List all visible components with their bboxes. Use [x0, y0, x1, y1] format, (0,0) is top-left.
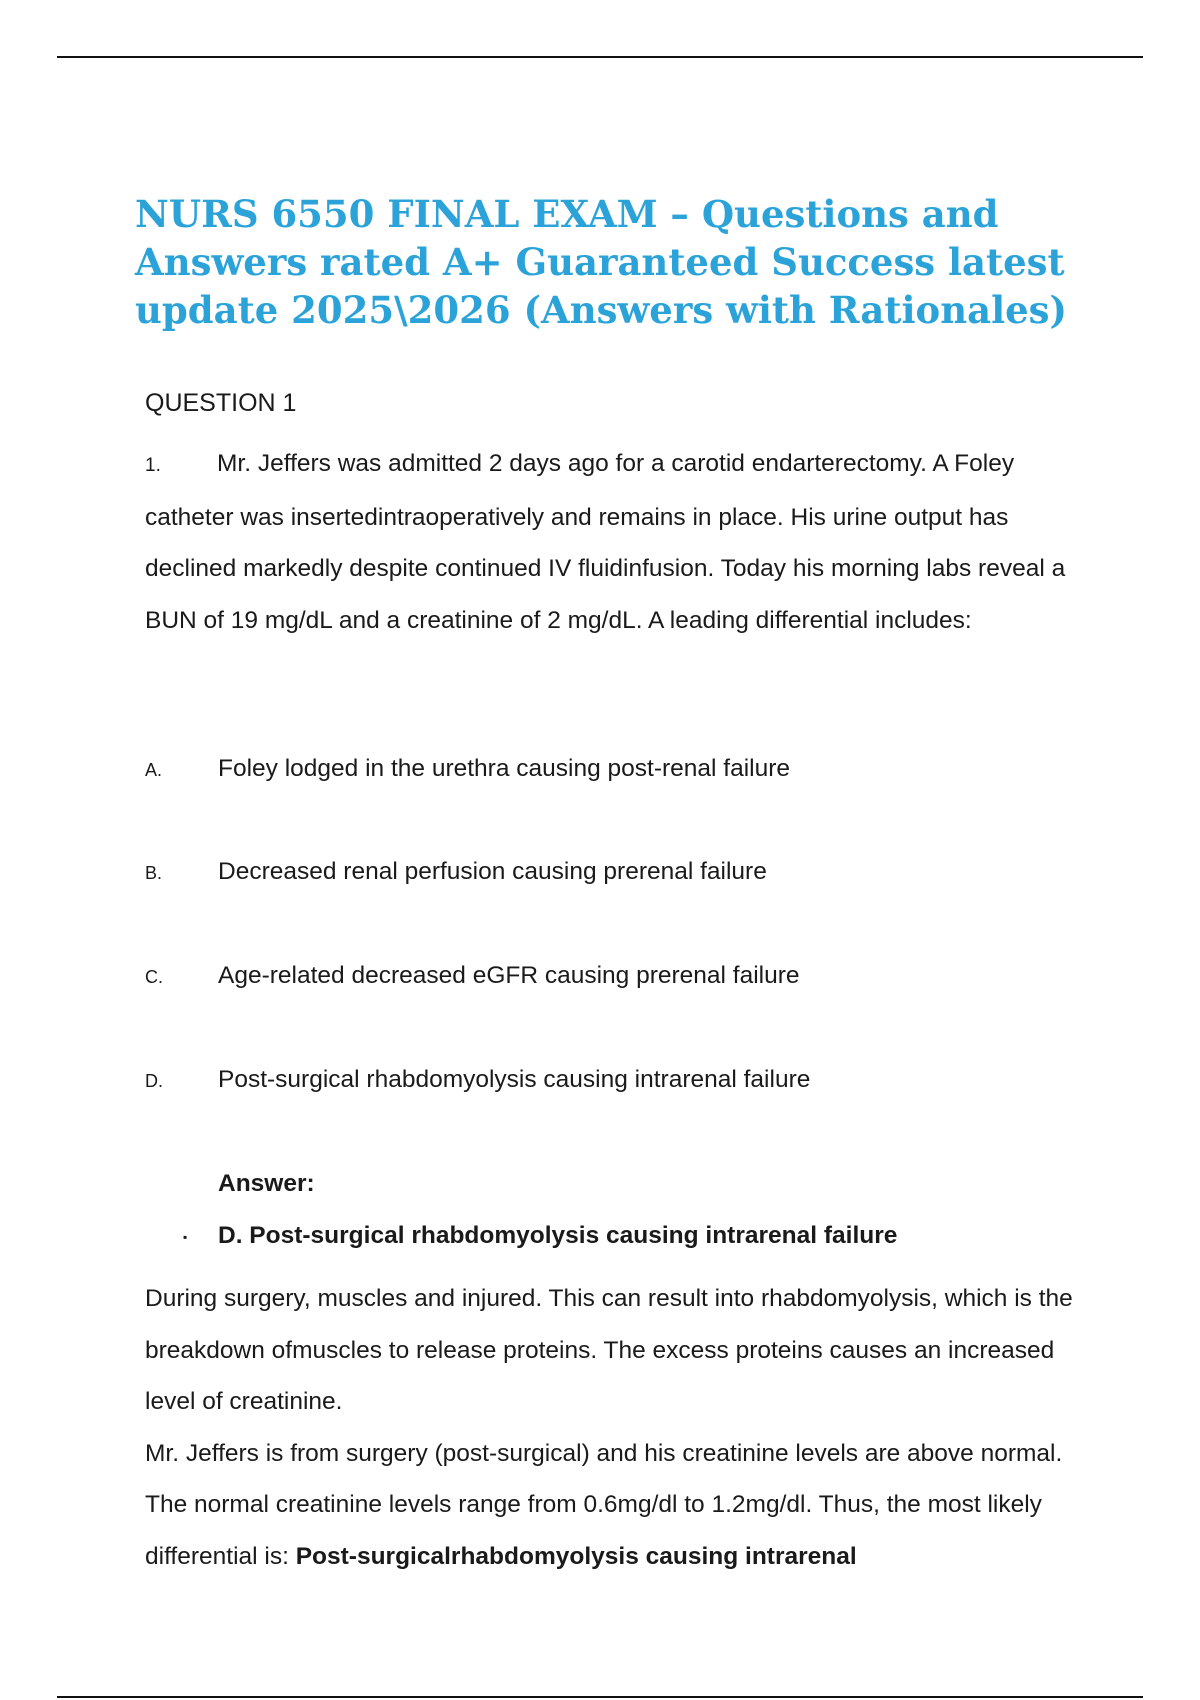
rationale-paragraph-2-text: Mr. Jeffers is from surgery (post-surgical) and his creatinine levels are above normal. The normal creatinine levels range from 0.6mg/dl to 1.2mg/dl. Thus, the most likely differential is: — [145, 1439, 1063, 1570]
answer-label: Answer: — [218, 1170, 315, 1197]
option-c — [145, 961, 800, 992]
option-text: Age-related decreased eGFR causing prerenal failure — [218, 962, 800, 989]
top-rule — [57, 56, 1143, 58]
question-number: 1. — [145, 455, 161, 476]
option-letter: A. — [145, 760, 163, 780]
document-title: NURS 6550 FINAL EXAM – Questions and Answers rated A+ Guaranteed Success latest update 2025\2026 (Answers with Rationales) — [135, 192, 1068, 332]
option-letter: D. — [145, 1071, 163, 1091]
question-stem — [145, 438, 1075, 646]
question-heading: QUESTION 1 — [145, 389, 297, 417]
option-d — [145, 1065, 810, 1096]
option-text: Decreased renal perfusion causing prerenal failure — [218, 858, 767, 885]
option-text: Foley lodged in the urethra causing post-renal failure — [218, 755, 791, 782]
bottom-rule — [57, 1696, 1143, 1698]
answer-choice — [183, 1221, 897, 1252]
bullet-icon: ▪ — [183, 1229, 188, 1244]
rationale — [145, 1273, 1095, 1582]
rationale-paragraph-2-bold: Post-surgicalrhabdomyolysis causing intrarenal — [295, 1542, 857, 1570]
option-a — [145, 754, 790, 785]
option-letter: B. — [145, 863, 163, 883]
option-letter: C. — [145, 967, 163, 987]
answer-choice-text: D. Post-surgical rhabdomyolysis causing intrarenal failure — [218, 1222, 898, 1249]
option-b — [145, 857, 767, 888]
rationale-paragraph-1: During surgery, muscles and injured. This can result into rhabdomyolysis, which is the breakdown ofmuscles to release proteins. The excess proteins causes an increased level of creatinine. — [145, 1285, 1073, 1415]
rationale-paragraph-2 — [145, 1428, 1095, 1583]
option-text: Post-surgical rhabdomyolysis causing intrarenal failure — [218, 1066, 811, 1093]
question-stem-text: Mr. Jeffers was admitted 2 days ago for a carotid endarterectomy. A Foley catheter was insertedintraoperatively and remains in place. His urine output has declined markedly despite continued IV fluidinfusion. Today his morning labs reveal a BUN of 19 mg/dL and a creatinine of 2 mg/dL. A leading differential includes: — [145, 450, 1066, 634]
